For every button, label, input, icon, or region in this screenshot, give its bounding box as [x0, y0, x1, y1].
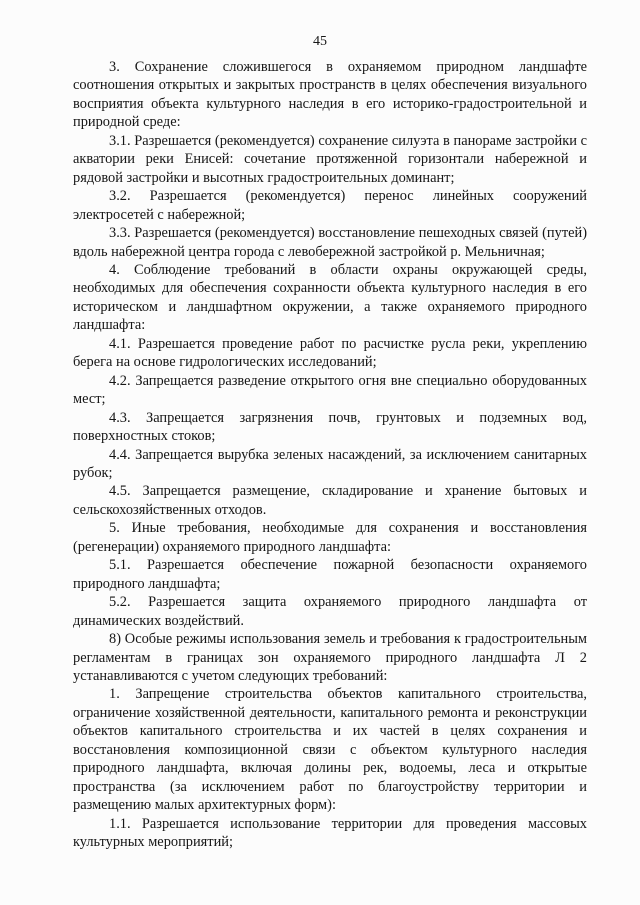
- paragraph-3-3: 3.3. Разрешается (рекомендуется) восстановление пешеходных связей (путей) вдоль набережной центра города с левобережной застройкой р. Мельничная;: [73, 225, 587, 260]
- paragraph-4-2: 4.2. Запрещается разведение открытого огня вне специально оборудованных мест;: [73, 372, 587, 408]
- page-number: 45: [313, 34, 327, 49]
- paragraph-4-4: 4.4. Запрещается вырубка зеленых насаждений, за исключением санитарных рубок;: [73, 446, 587, 481]
- paragraph-3: 3. Сохранение сложившегося в охраняемом природном ландшафте соотношения открытых и закрытых пространств в целях обеспечения визуального восприятия объекта культурного наследия в его историко-градостроительной и природной среде:: [73, 59, 587, 131]
- paragraph-4-3: 4.3. Запрещается загрязнения почв, грунтовых и подземных вод, поверхностных стоков;: [73, 409, 587, 445]
- paragraph-4-1: 4.1. Разрешается проведение работ по расчистке русла реки, укреплению берега на основе гидрологических исследований;: [73, 335, 587, 371]
- paragraph-5-2: 5.2. Разрешается защита охраняемого природного ландшафта от динамических воздействий.: [73, 594, 587, 629]
- document-body: [73, 58, 587, 851]
- paragraph-1: 1. Запрещение строительства объектов капитального строительства, ограничение хозяйственной деятельности, капитального ремонта и реконструкции объектов капитального строительства и их частей в целях сохранения и восстановления композиционной связи с объектом культурного наследия природного ландшафта, включая долины рек, водоемы, леса и открытые пространства (за исключением работ по благоустройству территории и размещению малых архитектурных форм):: [73, 686, 587, 814]
- paragraph-5-1: 5.1. Разрешается обеспечение пожарной безопасности охраняемого природного ландшафта;: [73, 557, 587, 592]
- paragraph-3-1: 3.1. Разрешается (рекомендуется) сохранение силуэта в панораме застройки с акватории реки Енисей: сочетание протяженной горизонтали набережной и рядовой застройки и высотных градостроительных доминант;: [73, 132, 587, 186]
- paragraph-4: 4. Соблюдение требований в области охраны окружающей среды, необходимых для обеспечения сохранности объекта культурного наследия в его историческом и ландшафтном окружении, а также охраняемого природного ландшафта:: [73, 261, 587, 334]
- paragraph-1-1: 1.1. Разрешается использование территории для проведения массовых культурных мероприятий;: [73, 815, 587, 851]
- paragraph-4-5: 4.5. Запрещается размещение, складирование и хранение бытовых и сельскохозяйственных отходов.: [73, 483, 587, 518]
- paragraph-3-2: 3.2. Разрешается (рекомендуется) перенос линейных сооружений электросетей с набережной;: [73, 188, 587, 223]
- paragraph-5: 5. Иные требования, необходимые для сохранения и восстановления (регенерации) охраняемого природного ландшафта:: [73, 520, 587, 555]
- paragraph-8: 8) Особые режимы использования земель и требования к градостроительным регламентам в границах зон охраняемого природного ландшафта Л 2 устанавливаются с учетом следующих требований:: [73, 631, 587, 684]
